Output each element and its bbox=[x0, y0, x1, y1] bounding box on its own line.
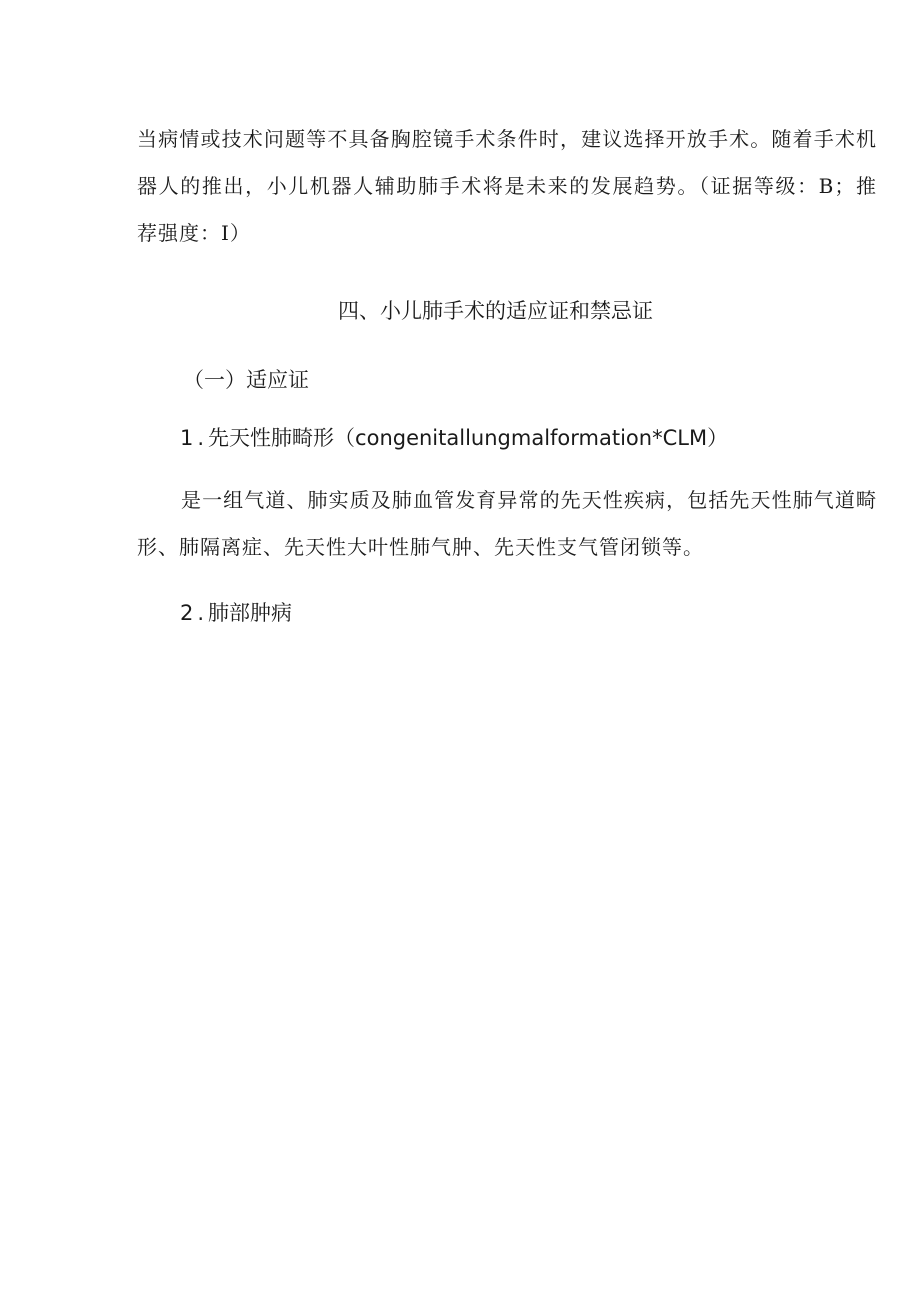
subsection-heading: （一）适应证 bbox=[183, 368, 309, 392]
paragraph-clm-description: 是一组气道、肺实质及肺血管发育异常的先天性疾病，包括先天性肺气道畸形、肺隔离症、先天性大叶性肺气肿、先天性支气管闭锁等。 bbox=[137, 488, 877, 559]
paragraph-surgery-options: 当病情或技术问题等不具备胸腔镜手术条件时，建议选择开放手术。随着手术机器人的推出，小儿机器人辅助肺手术将是未来的发展趋势。（证据等级：B；推荐强度：I） bbox=[137, 127, 877, 245]
item-number: 2. bbox=[180, 601, 209, 625]
item-heading-1 bbox=[180, 424, 728, 452]
section-heading: 四、小儿肺手术的适应证和禁忌证 bbox=[338, 299, 653, 323]
item-title: 先天性肺畸形（congenitallungmalformation*CLM） bbox=[208, 426, 729, 450]
item-heading-2 bbox=[180, 599, 292, 627]
item-title: 肺部肿病 bbox=[208, 601, 293, 625]
item-number: 1. bbox=[180, 426, 209, 450]
